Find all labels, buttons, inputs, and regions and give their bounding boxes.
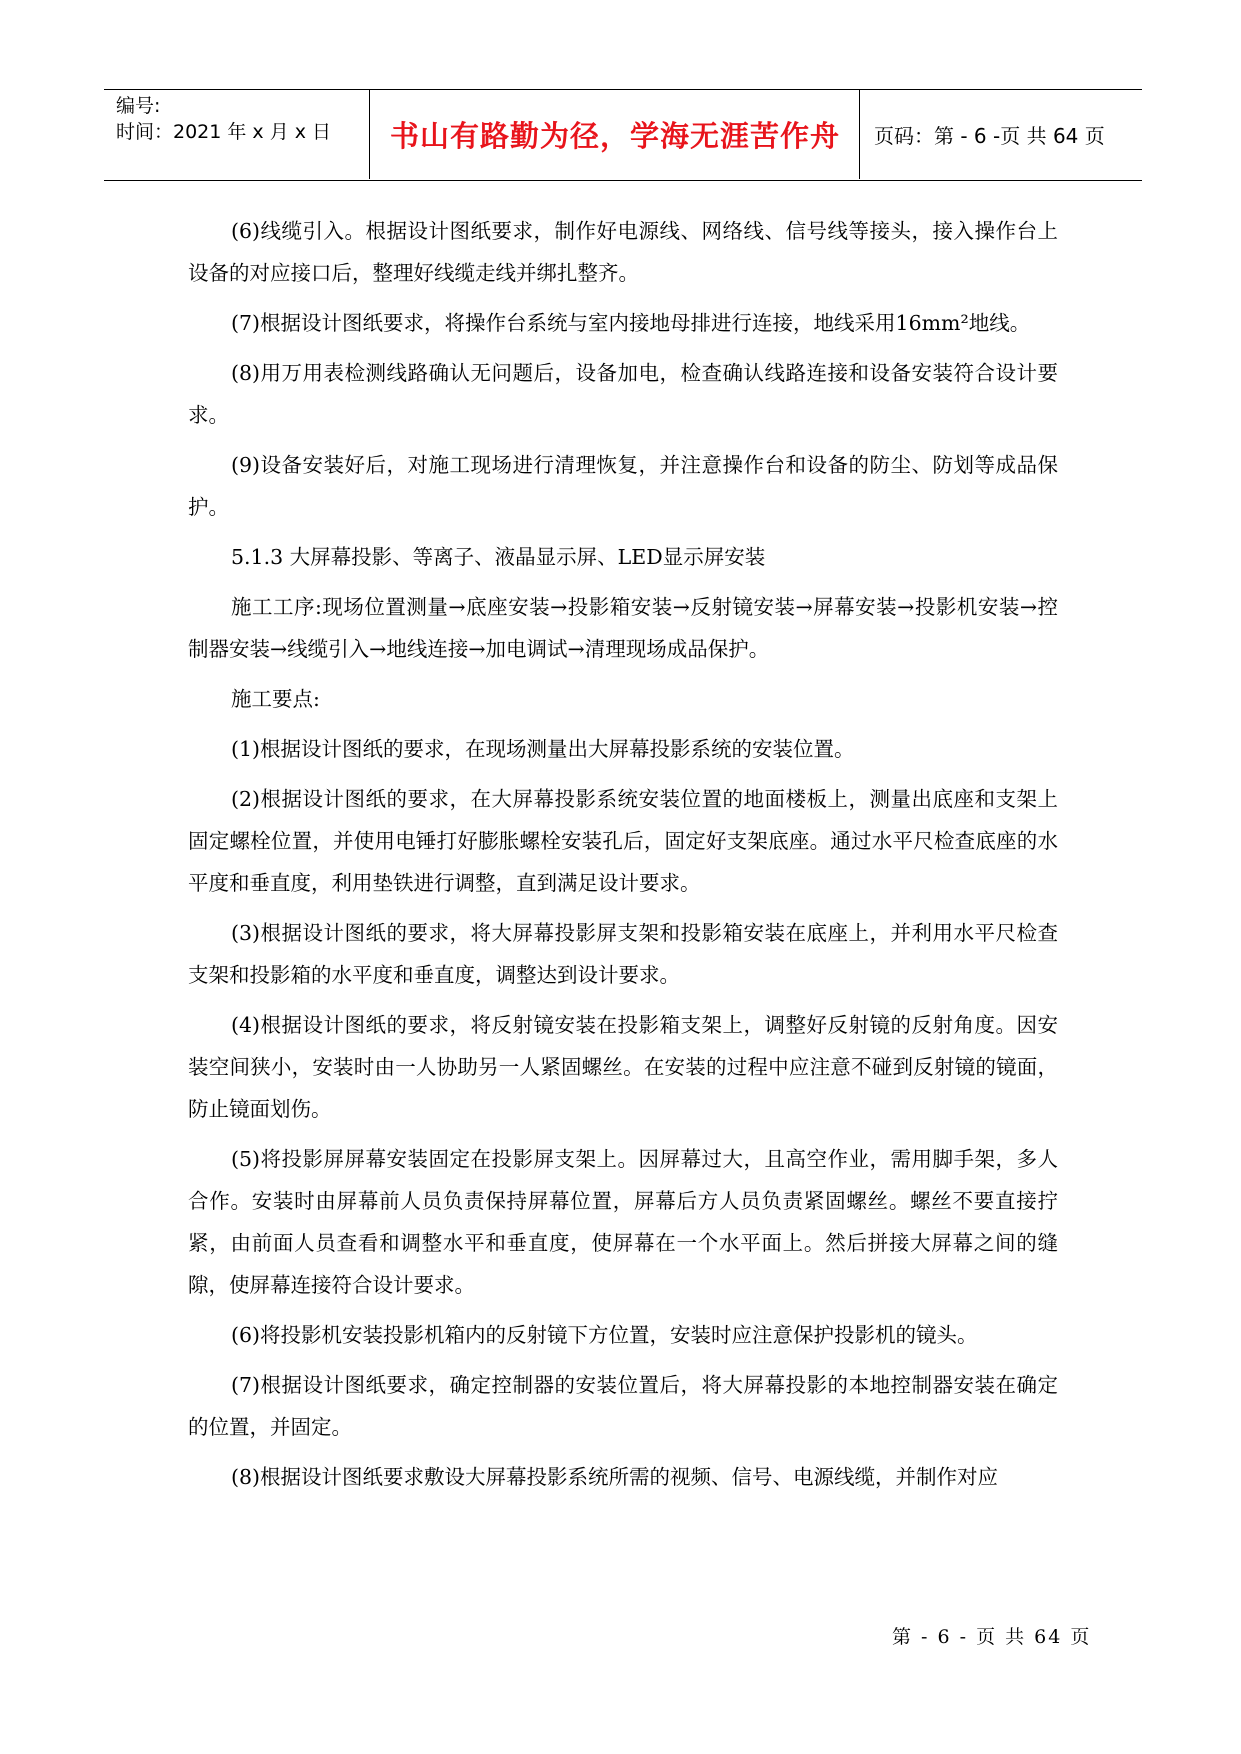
page-header (104, 89, 1142, 181)
paragraph: (6)线缆引入。根据设计图纸要求，制作好电源线、网络线、信号线等接头，接入操作台上设备的对应接口后，整理好线缆走线并绑扎整齐。 (188, 219, 1058, 285)
header-page-info: 页码：第 - 6 -页 共 64 页 (874, 124, 1105, 148)
paragraph: (7)根据设计图纸要求，确定控制器的安装位置后，将大屏幕投影的本地控制器安装在确定的位置，并固定。 (188, 1373, 1058, 1439)
date-text: 时间：2021 年 x 月 x 日 (116, 121, 332, 143)
header-motto: 书山有路勤为径，学海无涯苦作舟 (389, 119, 840, 153)
header-divider (859, 90, 860, 179)
paragraph: (8)用万用表检测线路确认无问题后，设备加电，检查确认线路连接和设备安装符合设计要求。 (188, 361, 1058, 427)
paragraph: (3)根据设计图纸的要求，将大屏幕投影屏支架和投影箱安装在底座上，并利用水平尺检查支架和投影箱的水平度和垂直度，调整达到设计要求。 (188, 921, 1058, 987)
header-meta (116, 93, 331, 145)
document-body (188, 210, 1058, 1506)
section-heading: 5.1.3 大屏幕投影、等离子、液晶显示屏、LED显示屏安装 (231, 545, 766, 569)
paragraph: (8)根据设计图纸要求敷设大屏幕投影系统所需的视频、信号、电源线缆，并制作对应 (231, 1465, 999, 1489)
paragraph: (6)将投影机安装投影机箱内的反射镜下方位置，安装时应注意保护投影机的镜头。 (231, 1323, 978, 1347)
paragraph: 施工工序:现场位置测量→底座安装→投影箱安装→反射镜安装→屏幕安装→投影机安装→控制器安装→线缆引入→地线连接→加电调试→清理现场成品保护。 (188, 595, 1058, 661)
paragraph: (4)根据设计图纸的要求，将反射镜安装在投影箱支架上，调整好反射镜的反射角度。因安装空间狭小，安装时由一人协助另一人紧固螺丝。在安装的过程中应注意不碰到反射镜的镜面，防止镜面划伤。 (188, 1013, 1058, 1121)
paragraph: (2)根据设计图纸的要求，在大屏幕投影系统安装位置的地面楼板上，测量出底座和支架上固定螺栓位置，并使用电锤打好膨胀螺栓安装孔后，固定好支架底座。通过水平尺检查底座的水平度和垂直度，利用垫铁进行调整，直到满足设计要求。 (188, 787, 1058, 895)
page-footer: 第 - 6 - 页 共 64 页 (892, 1626, 1092, 1648)
paragraph: (9)设备安装好后，对施工现场进行清理恢复，并注意操作台和设备的防尘、防划等成品保护。 (188, 453, 1058, 519)
paragraph: (5)将投影屏屏幕安装固定在投影屏支架上。因屏幕过大，且高空作业，需用脚手架，多人合作。安装时由屏幕前人员负责保持屏幕位置，屏幕后方人员负责紧固螺丝。螺丝不要直接拧紧，由前面人员查看和调整水平和垂直度，使屏幕在一个水平面上。然后拼接大屏幕之间的缝隙，使屏幕连接符合设计要求。 (188, 1147, 1058, 1297)
paragraph: (1)根据设计图纸的要求，在现场测量出大屏幕投影系统的安装位置。 (231, 737, 855, 761)
paragraph: (7)根据设计图纸要求，将操作台系统与室内接地母排进行连接，地线采用16mm²地线。 (231, 311, 1031, 335)
paragraph: 施工要点: (231, 687, 320, 711)
doc-number-label: 编号: (116, 95, 161, 117)
header-divider (369, 90, 370, 179)
